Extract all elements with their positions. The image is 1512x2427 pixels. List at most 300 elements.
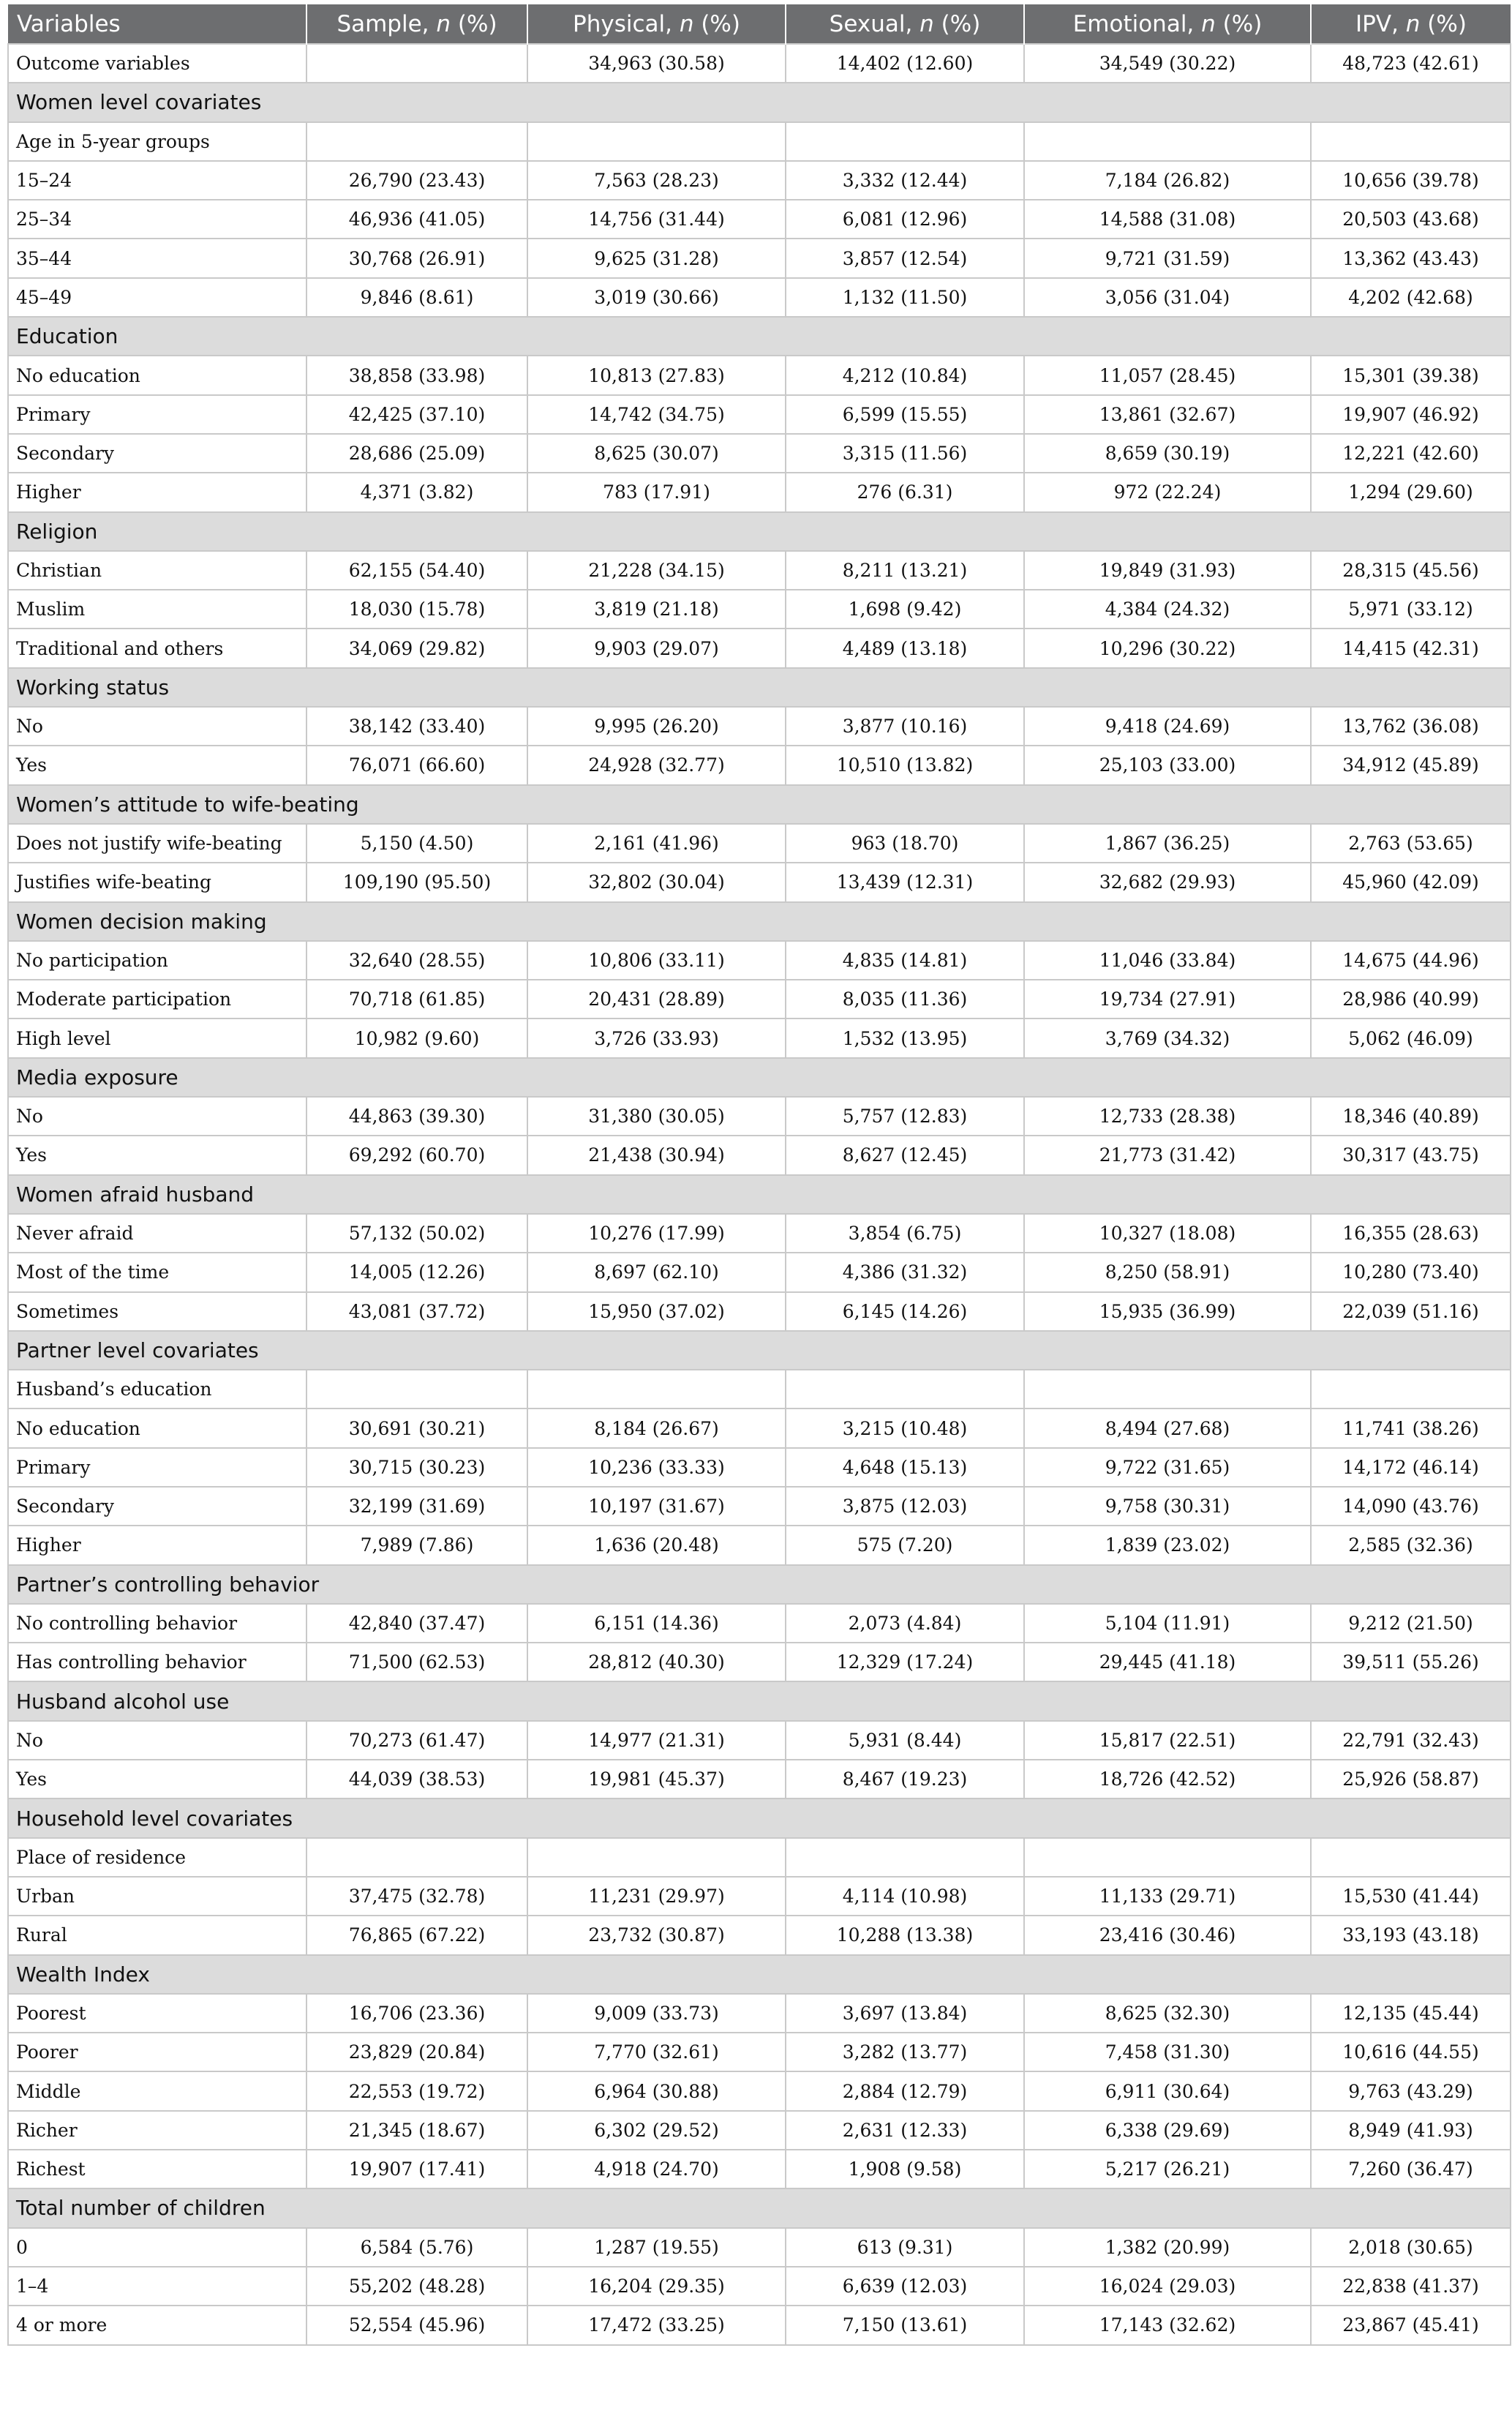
table-row (8, 1448, 1511, 1487)
sample-cell (306, 44, 527, 83)
sexual-cell: 575 (7.20) (786, 1526, 1024, 1564)
sexual-cell: 2,631 (12.33) (786, 2111, 1024, 2150)
section-header-row (8, 2188, 1511, 2227)
table-row (8, 1097, 1511, 1136)
table-row (8, 1019, 1511, 1057)
header-sexual: Sexual, n (%) (786, 4, 1024, 44)
ipv-cell: 9,212 (21.50) (1311, 1604, 1511, 1643)
table-row (8, 1994, 1511, 2033)
table-row (8, 1916, 1511, 1954)
sexual-cell: 3,315 (11.56) (786, 434, 1024, 473)
physical-cell: 20,431 (28.89) (527, 980, 786, 1019)
ipv-cell: 28,986 (40.99) (1311, 980, 1511, 1019)
table-row (8, 434, 1511, 473)
variable-cell: Place of residence (8, 1838, 306, 1877)
physical-cell: 783 (17.91) (527, 473, 786, 511)
table-row (8, 1643, 1511, 1681)
table-row (8, 2033, 1511, 2071)
physical-cell: 6,964 (30.88) (527, 2071, 786, 2110)
ipv-cell: 23,867 (45.41) (1311, 2306, 1511, 2344)
ipv-cell (1311, 1370, 1511, 1408)
sample-cell: 16,706 (23.36) (306, 1994, 527, 2033)
ipv-cell: 39,511 (55.26) (1311, 1643, 1511, 1681)
physical-cell: 10,197 (31.67) (527, 1487, 786, 1526)
table-row (8, 2150, 1511, 2188)
ipv-cell: 11,741 (38.26) (1311, 1408, 1511, 1447)
sample-cell: 26,790 (23.43) (306, 161, 527, 200)
ipv-cell: 7,260 (36.47) (1311, 2150, 1511, 2188)
section-label: Women decision making (8, 902, 1511, 941)
sample-cell (306, 122, 527, 161)
table-row (8, 278, 1511, 317)
physical-cell: 9,625 (31.28) (527, 239, 786, 277)
header-physical: Physical, n (%) (527, 4, 786, 44)
ipv-cell: 5,062 (46.09) (1311, 1019, 1511, 1057)
variable-cell: Secondary (8, 434, 306, 473)
physical-cell: 14,977 (21.31) (527, 1721, 786, 1760)
variable-cell: No (8, 1721, 306, 1760)
emotional-cell: 23,416 (30.46) (1024, 1916, 1311, 1954)
ipv-cell: 16,355 (28.63) (1311, 1214, 1511, 1253)
physical-cell (527, 122, 786, 161)
sexual-cell: 3,854 (6.75) (786, 1214, 1024, 1253)
table-body (8, 44, 1511, 2345)
sample-cell: 62,155 (54.40) (306, 551, 527, 590)
variable-cell: Urban (8, 1877, 306, 1916)
table-row (8, 1408, 1511, 1447)
table-row (8, 746, 1511, 784)
section-header-row (8, 1175, 1511, 1214)
sample-cell: 42,840 (37.47) (306, 1604, 527, 1643)
sexual-cell (786, 1838, 1024, 1877)
ipv-cell: 28,315 (45.56) (1311, 551, 1511, 590)
emotional-cell: 11,133 (29.71) (1024, 1877, 1311, 1916)
emotional-cell: 6,338 (29.69) (1024, 2111, 1311, 2150)
section-header-row (8, 902, 1511, 941)
ipv-cell: 10,616 (44.55) (1311, 2033, 1511, 2071)
sexual-cell: 1,698 (9.42) (786, 590, 1024, 629)
sample-cell: 14,005 (12.26) (306, 1253, 527, 1291)
sample-cell: 70,718 (61.85) (306, 980, 527, 1019)
variable-cell: Yes (8, 746, 306, 784)
section-header-row (8, 1955, 1511, 1994)
physical-cell: 6,302 (29.52) (527, 2111, 786, 2150)
ipv-cell: 10,280 (73.40) (1311, 1253, 1511, 1291)
section-label: Wealth Index (8, 1955, 1511, 1994)
table-row (8, 2071, 1511, 2110)
physical-cell: 9,009 (33.73) (527, 1994, 786, 2033)
header-variables: Variables (8, 4, 306, 44)
table-row (8, 2267, 1511, 2306)
sample-cell: 34,069 (29.82) (306, 629, 527, 667)
ipv-cell (1311, 122, 1511, 161)
emotional-cell: 5,104 (11.91) (1024, 1604, 1311, 1643)
ipv-cell: 10,656 (39.78) (1311, 161, 1511, 200)
table-row (8, 2306, 1511, 2344)
section-header-row (8, 1058, 1511, 1097)
ipv-cell: 22,039 (51.16) (1311, 1292, 1511, 1331)
emotional-cell: 15,817 (22.51) (1024, 1721, 1311, 1760)
ipv-cell: 20,503 (43.68) (1311, 200, 1511, 239)
ipv-cell: 1,294 (29.60) (1311, 473, 1511, 511)
sexual-cell: 3,875 (12.03) (786, 1487, 1024, 1526)
physical-cell: 8,625 (30.07) (527, 434, 786, 473)
table-row (8, 473, 1511, 511)
sample-cell: 30,691 (30.21) (306, 1408, 527, 1447)
sample-cell: 37,475 (32.78) (306, 1877, 527, 1916)
variable-cell: Muslim (8, 590, 306, 629)
emotional-cell: 9,721 (31.59) (1024, 239, 1311, 277)
sexual-cell: 4,835 (14.81) (786, 941, 1024, 980)
ipv-cell: 2,018 (30.65) (1311, 2228, 1511, 2267)
ipv-cell: 22,791 (32.43) (1311, 1721, 1511, 1760)
sexual-cell: 7,150 (13.61) (786, 2306, 1024, 2344)
emotional-cell: 19,849 (31.93) (1024, 551, 1311, 590)
table-row (8, 1526, 1511, 1564)
section-label: Partner level covariates (8, 1331, 1511, 1370)
sexual-cell: 6,639 (12.03) (786, 2267, 1024, 2306)
sexual-cell: 1,908 (9.58) (786, 2150, 1024, 2188)
sample-cell: 44,863 (39.30) (306, 1097, 527, 1136)
section-label: Women level covariates (8, 83, 1511, 121)
sexual-cell: 613 (9.31) (786, 2228, 1024, 2267)
ipv-cell: 14,415 (42.31) (1311, 629, 1511, 667)
emotional-cell: 3,769 (34.32) (1024, 1019, 1311, 1057)
sample-cell: 38,858 (33.98) (306, 356, 527, 394)
sexual-cell: 1,532 (13.95) (786, 1019, 1024, 1057)
emotional-cell: 7,458 (31.30) (1024, 2033, 1311, 2071)
emotional-cell: 8,625 (32.30) (1024, 1994, 1311, 2033)
ipv-cell: 2,585 (32.36) (1311, 1526, 1511, 1564)
emotional-cell: 18,726 (42.52) (1024, 1760, 1311, 1798)
emotional-cell (1024, 1370, 1311, 1408)
sexual-cell: 8,627 (12.45) (786, 1136, 1024, 1174)
ipv-cell: 9,763 (43.29) (1311, 2071, 1511, 2110)
table-row (8, 1253, 1511, 1291)
table-row (8, 1292, 1511, 1331)
physical-cell: 10,806 (33.11) (527, 941, 786, 980)
variable-cell: Sometimes (8, 1292, 306, 1331)
emotional-cell: 34,549 (30.22) (1024, 44, 1311, 83)
emotional-cell: 3,056 (31.04) (1024, 278, 1311, 317)
variable-cell: Yes (8, 1136, 306, 1174)
emotional-cell: 11,057 (28.45) (1024, 356, 1311, 394)
section-label: Husband alcohol use (8, 1681, 1511, 1720)
table-row (8, 161, 1511, 200)
section-header-row (8, 1565, 1511, 1604)
emotional-cell: 12,733 (28.38) (1024, 1097, 1311, 1136)
sexual-cell: 276 (6.31) (786, 473, 1024, 511)
section-header-row (8, 668, 1511, 707)
emotional-cell (1024, 122, 1311, 161)
sexual-cell: 10,510 (13.82) (786, 746, 1024, 784)
physical-cell: 6,151 (14.36) (527, 1604, 786, 1643)
variable-cell: Has controlling behavior (8, 1643, 306, 1681)
ipv-cell: 12,135 (45.44) (1311, 1994, 1511, 2033)
table-row (8, 1487, 1511, 1526)
physical-cell: 23,732 (30.87) (527, 1916, 786, 1954)
variable-cell: 15–24 (8, 161, 306, 200)
sample-cell: 46,936 (41.05) (306, 200, 527, 239)
variable-cell: Husband’s education (8, 1370, 306, 1408)
sexual-cell: 3,857 (12.54) (786, 239, 1024, 277)
emotional-cell: 8,659 (30.19) (1024, 434, 1311, 473)
sample-cell: 38,142 (33.40) (306, 707, 527, 746)
variable-cell: 4 or more (8, 2306, 306, 2344)
sample-cell: 23,829 (20.84) (306, 2033, 527, 2071)
table-row (8, 824, 1511, 863)
emotional-cell: 9,758 (30.31) (1024, 1487, 1311, 1526)
sexual-cell (786, 1370, 1024, 1408)
ipv-cell: 30,317 (43.75) (1311, 1136, 1511, 1174)
emotional-cell: 6,911 (30.64) (1024, 2071, 1311, 2110)
physical-cell: 28,812 (40.30) (527, 1643, 786, 1681)
ipv-cell: 34,912 (45.89) (1311, 746, 1511, 784)
table-row (8, 395, 1511, 434)
section-header-row (8, 317, 1511, 356)
section-label: Media exposure (8, 1058, 1511, 1097)
variable-cell: Justifies wife-beating (8, 863, 306, 901)
table-row (8, 200, 1511, 239)
physical-cell: 15,950 (37.02) (527, 1292, 786, 1331)
ipv-cell: 19,907 (46.92) (1311, 395, 1511, 434)
ipv-cell: 25,926 (58.87) (1311, 1760, 1511, 1798)
emotional-cell: 8,250 (58.91) (1024, 1253, 1311, 1291)
physical-cell: 3,819 (21.18) (527, 590, 786, 629)
variable-cell: Never afraid (8, 1214, 306, 1253)
variable-cell: Christian (8, 551, 306, 590)
table-row (8, 1136, 1511, 1174)
physical-cell: 9,903 (29.07) (527, 629, 786, 667)
sexual-cell: 8,035 (11.36) (786, 980, 1024, 1019)
variable-cell: High level (8, 1019, 306, 1057)
section-header-row (8, 1798, 1511, 1837)
sexual-cell: 4,114 (10.98) (786, 1877, 1024, 1916)
section-label: Total number of children (8, 2188, 1511, 2227)
physical-cell: 14,742 (34.75) (527, 395, 786, 434)
variable-cell: Age in 5-year groups (8, 122, 306, 161)
physical-cell: 8,697 (62.10) (527, 1253, 786, 1291)
emotional-cell: 972 (22.24) (1024, 473, 1311, 511)
variable-cell: Outcome variables (8, 44, 306, 83)
physical-cell: 4,918 (24.70) (527, 2150, 786, 2188)
emotional-cell: 25,103 (33.00) (1024, 746, 1311, 784)
sample-cell: 19,907 (17.41) (306, 2150, 527, 2188)
ipv-cell: 15,530 (41.44) (1311, 1877, 1511, 1916)
ipv-cell: 15,301 (39.38) (1311, 356, 1511, 394)
ipv-cell: 5,971 (33.12) (1311, 590, 1511, 629)
emotional-cell: 9,418 (24.69) (1024, 707, 1311, 746)
ipv-cell: 14,675 (44.96) (1311, 941, 1511, 980)
emotional-cell: 15,935 (36.99) (1024, 1292, 1311, 1331)
physical-cell: 7,563 (28.23) (527, 161, 786, 200)
sample-cell: 43,081 (37.72) (306, 1292, 527, 1331)
ipv-cell: 4,202 (42.68) (1311, 278, 1511, 317)
physical-cell: 24,928 (32.77) (527, 746, 786, 784)
sexual-cell: 3,877 (10.16) (786, 707, 1024, 746)
variable-cell: 0 (8, 2228, 306, 2267)
sample-cell: 28,686 (25.09) (306, 434, 527, 473)
sexual-cell: 8,467 (19.23) (786, 1760, 1024, 1798)
sexual-cell: 12,329 (17.24) (786, 1643, 1024, 1681)
variable-cell: Higher (8, 473, 306, 511)
physical-cell: 21,438 (30.94) (527, 1136, 786, 1174)
section-label: Women’s attitude to wife-beating (8, 785, 1511, 824)
variable-cell: 45–49 (8, 278, 306, 317)
table-row (8, 1370, 1511, 1408)
sexual-cell: 14,402 (12.60) (786, 44, 1024, 83)
sexual-cell: 3,215 (10.48) (786, 1408, 1024, 1447)
section-label: Working status (8, 668, 1511, 707)
physical-cell: 10,276 (17.99) (527, 1214, 786, 1253)
ipv-cell: 13,362 (43.43) (1311, 239, 1511, 277)
emotional-cell: 14,588 (31.08) (1024, 200, 1311, 239)
variable-cell: No controlling behavior (8, 1604, 306, 1643)
sample-cell: 4,371 (3.82) (306, 473, 527, 511)
table-row (8, 1721, 1511, 1760)
variable-cell: Poorest (8, 1994, 306, 2033)
emotional-cell: 7,184 (26.82) (1024, 161, 1311, 200)
section-label: Women afraid husband (8, 1175, 1511, 1214)
section-header-row (8, 512, 1511, 551)
emotional-cell: 5,217 (26.21) (1024, 2150, 1311, 2188)
sample-cell: 32,199 (31.69) (306, 1487, 527, 1526)
sample-cell: 76,865 (67.22) (306, 1916, 527, 1954)
table-row (8, 122, 1511, 161)
variable-cell: No (8, 707, 306, 746)
sexual-cell: 2,073 (4.84) (786, 1604, 1024, 1643)
sexual-cell: 3,282 (13.77) (786, 2033, 1024, 2071)
physical-cell: 21,228 (34.15) (527, 551, 786, 590)
variable-cell: Primary (8, 1448, 306, 1487)
physical-cell: 11,231 (29.97) (527, 1877, 786, 1916)
sexual-cell: 4,648 (15.13) (786, 1448, 1024, 1487)
variable-cell: No education (8, 356, 306, 394)
table-row (8, 551, 1511, 590)
table-row (8, 590, 1511, 629)
sample-cell: 9,846 (8.61) (306, 278, 527, 317)
sample-cell: 30,715 (30.23) (306, 1448, 527, 1487)
ipv-cell: 14,172 (46.14) (1311, 1448, 1511, 1487)
ipv-cell: 14,090 (43.76) (1311, 1487, 1511, 1526)
emotional-cell: 10,327 (18.08) (1024, 1214, 1311, 1253)
sample-cell: 30,768 (26.91) (306, 239, 527, 277)
table-row (8, 2111, 1511, 2150)
physical-cell: 2,161 (41.96) (527, 824, 786, 863)
table-row (8, 1877, 1511, 1916)
sexual-cell: 5,931 (8.44) (786, 1721, 1024, 1760)
variable-cell: Does not justify wife-beating (8, 824, 306, 863)
variable-cell: 35–44 (8, 239, 306, 277)
sample-cell: 52,554 (45.96) (306, 2306, 527, 2344)
variable-cell: 1–4 (8, 2267, 306, 2306)
table-row (8, 629, 1511, 667)
emotional-cell: 4,384 (24.32) (1024, 590, 1311, 629)
sexual-cell: 1,132 (11.50) (786, 278, 1024, 317)
variable-cell: No participation (8, 941, 306, 980)
sample-cell: 44,039 (38.53) (306, 1760, 527, 1798)
table-row (8, 1838, 1511, 1877)
emotional-cell (1024, 1838, 1311, 1877)
section-header-row (8, 83, 1511, 121)
physical-cell: 10,813 (27.83) (527, 356, 786, 394)
variable-cell: No education (8, 1408, 306, 1447)
ipv-cell: 18,346 (40.89) (1311, 1097, 1511, 1136)
section-header-row (8, 1681, 1511, 1720)
ipv-cell: 48,723 (42.61) (1311, 44, 1511, 83)
sample-cell: 7,989 (7.86) (306, 1526, 527, 1564)
table-row (8, 980, 1511, 1019)
variable-cell: Yes (8, 1760, 306, 1798)
section-header-row (8, 785, 1511, 824)
sexual-cell: 13,439 (12.31) (786, 863, 1024, 901)
section-header-row (8, 1331, 1511, 1370)
physical-cell (527, 1838, 786, 1877)
emotional-cell: 9,722 (31.65) (1024, 1448, 1311, 1487)
section-label: Household level covariates (8, 1798, 1511, 1837)
sexual-cell: 6,599 (15.55) (786, 395, 1024, 434)
emotional-cell: 11,046 (33.84) (1024, 941, 1311, 980)
table-row (8, 2228, 1511, 2267)
variable-cell: Secondary (8, 1487, 306, 1526)
physical-cell: 19,981 (45.37) (527, 1760, 786, 1798)
variable-cell: No (8, 1097, 306, 1136)
emotional-cell: 8,494 (27.68) (1024, 1408, 1311, 1447)
sample-cell: 21,345 (18.67) (306, 2111, 527, 2150)
table-row (8, 1214, 1511, 1253)
table-row (8, 707, 1511, 746)
sample-cell (306, 1838, 527, 1877)
sample-cell: 42,425 (37.10) (306, 395, 527, 434)
emotional-cell: 1,382 (20.99) (1024, 2228, 1311, 2267)
ipv-cell: 45,960 (42.09) (1311, 863, 1511, 901)
table-row (8, 356, 1511, 394)
physical-cell: 14,756 (31.44) (527, 200, 786, 239)
table-row (8, 863, 1511, 901)
variable-cell: Richer (8, 2111, 306, 2150)
sample-cell: 6,584 (5.76) (306, 2228, 527, 2267)
emotional-cell: 21,773 (31.42) (1024, 1136, 1311, 1174)
table-row (8, 239, 1511, 277)
variable-cell: Traditional and others (8, 629, 306, 667)
physical-cell: 3,019 (30.66) (527, 278, 786, 317)
sample-cell: 70,273 (61.47) (306, 1721, 527, 1760)
variable-cell: Rural (8, 1916, 306, 1954)
emotional-cell: 16,024 (29.03) (1024, 2267, 1311, 2306)
sample-cell: 5,150 (4.50) (306, 824, 527, 863)
sample-cell: 69,292 (60.70) (306, 1136, 527, 1174)
variable-cell: Middle (8, 2071, 306, 2110)
variable-cell: Poorer (8, 2033, 306, 2071)
sexual-cell: 4,212 (10.84) (786, 356, 1024, 394)
sexual-cell: 3,332 (12.44) (786, 161, 1024, 200)
physical-cell: 17,472 (33.25) (527, 2306, 786, 2344)
variable-cell: Richest (8, 2150, 306, 2188)
ipv-cell: 12,221 (42.60) (1311, 434, 1511, 473)
sample-cell (306, 1370, 527, 1408)
section-label: Partner’s controlling behavior (8, 1565, 1511, 1604)
emotional-cell: 1,839 (23.02) (1024, 1526, 1311, 1564)
variable-cell: Moderate participation (8, 980, 306, 1019)
sample-cell: 55,202 (48.28) (306, 2267, 527, 2306)
physical-cell: 34,963 (30.58) (527, 44, 786, 83)
variable-cell: Primary (8, 395, 306, 434)
variable-cell: Most of the time (8, 1253, 306, 1291)
ipv-cell (1311, 1838, 1511, 1877)
emotional-cell: 19,734 (27.91) (1024, 980, 1311, 1019)
sample-cell: 10,982 (9.60) (306, 1019, 527, 1057)
sample-cell: 32,640 (28.55) (306, 941, 527, 980)
